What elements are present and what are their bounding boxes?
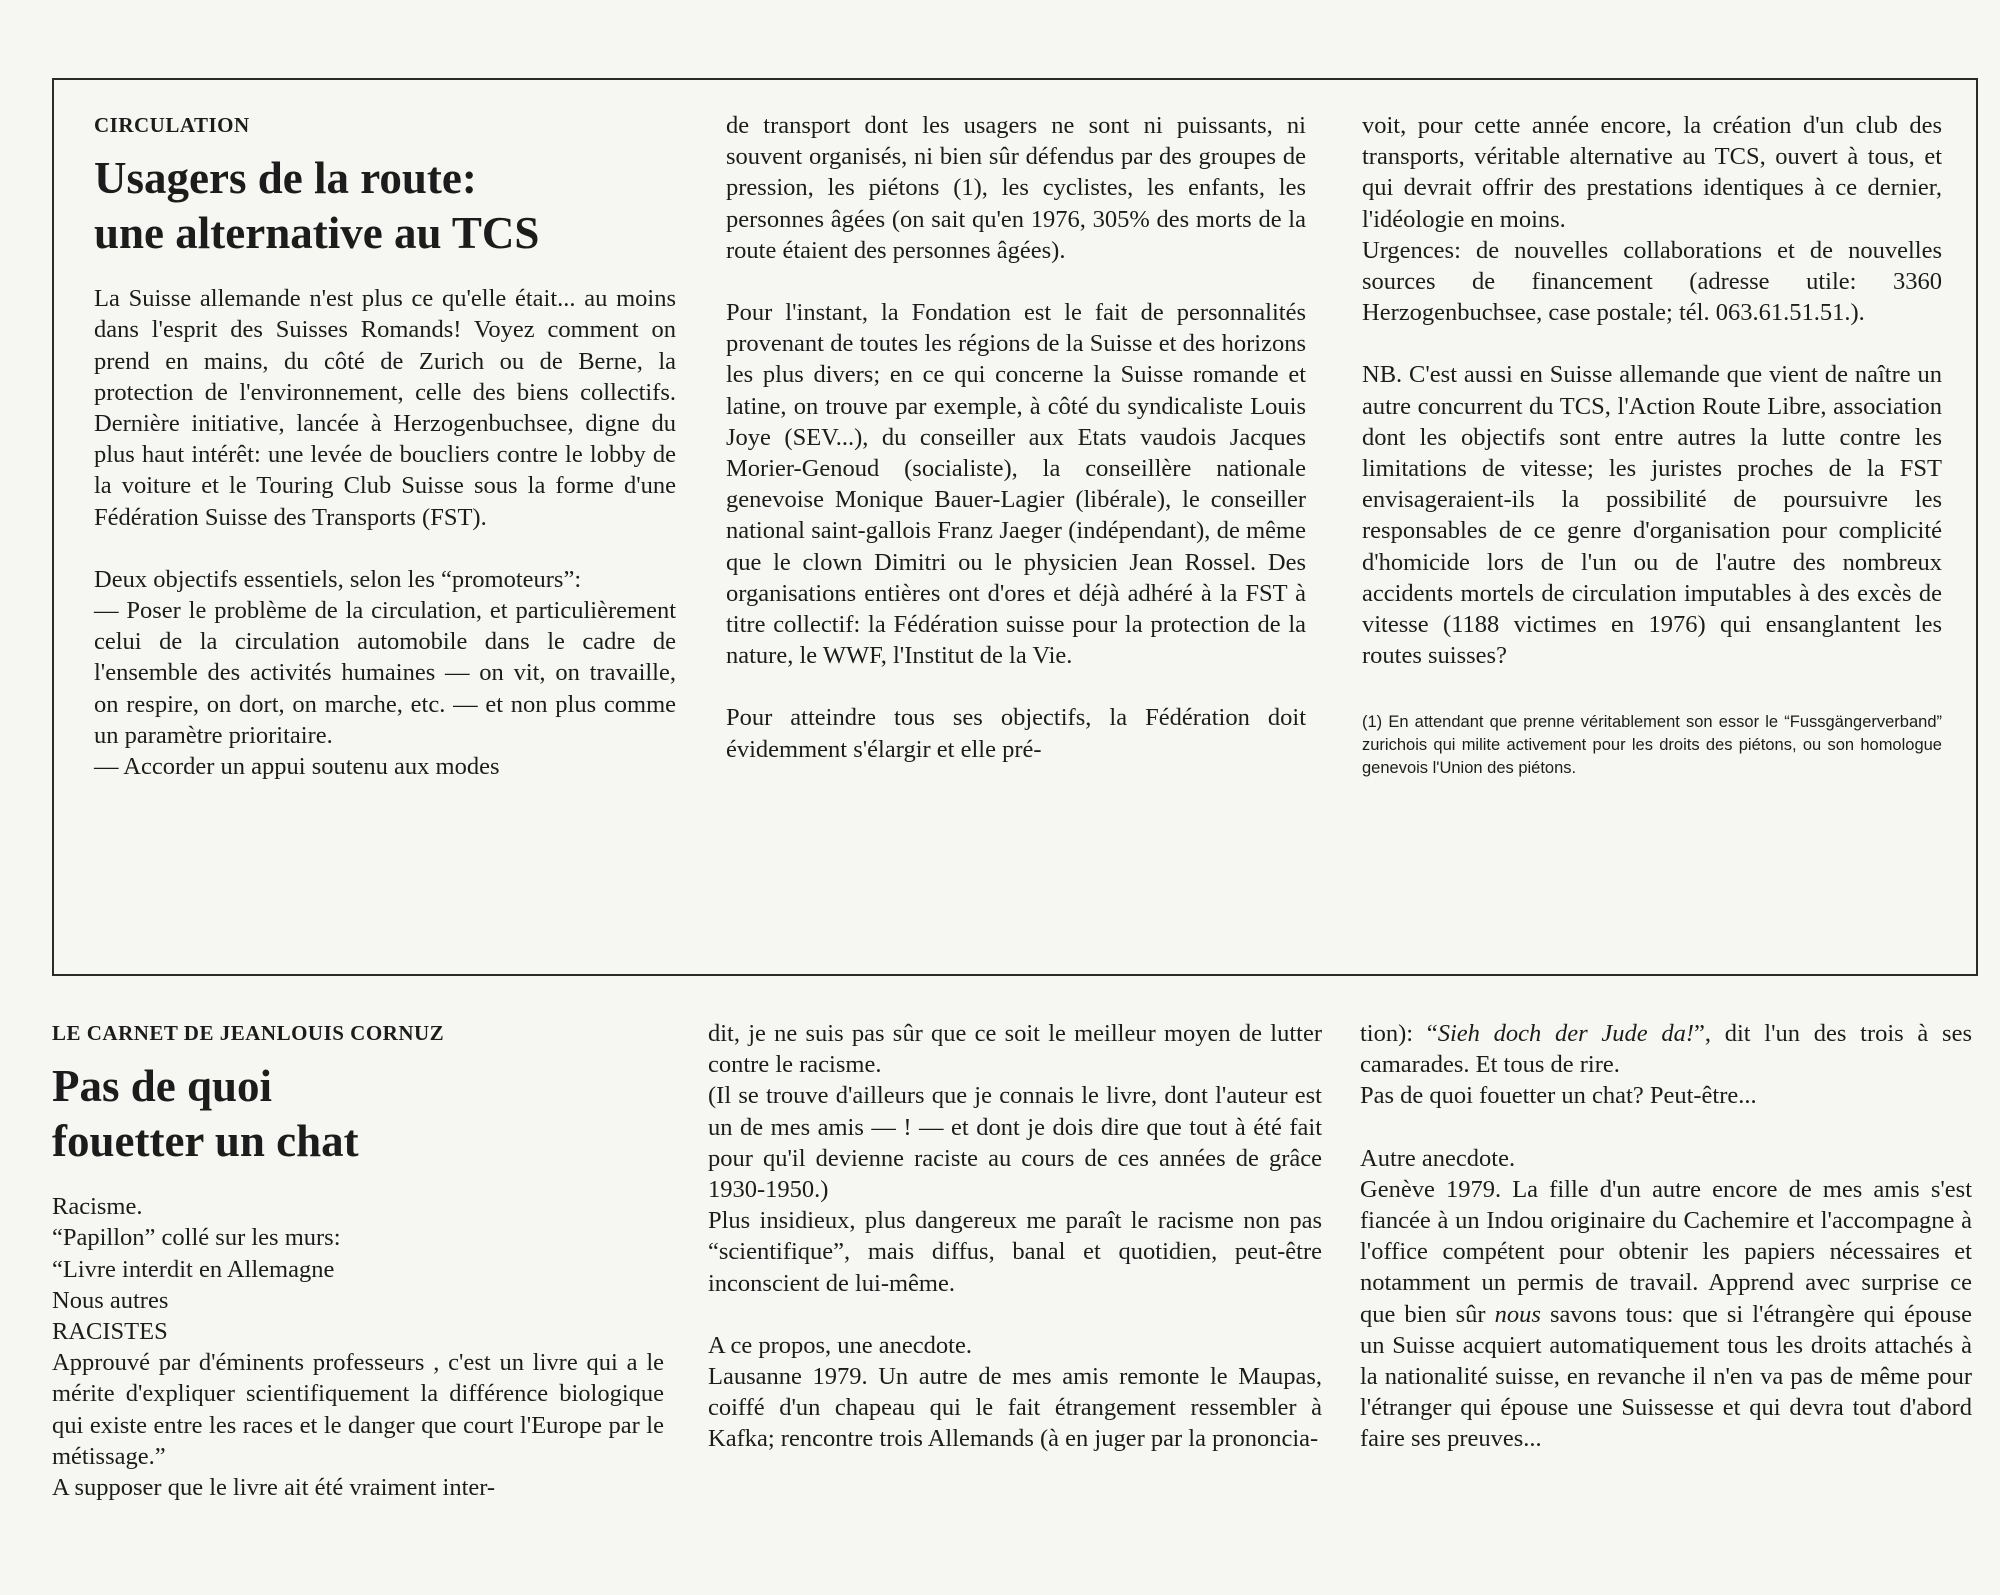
- article2-headline-line1: Pas de quoi: [52, 1061, 273, 1112]
- quote-open: tion): “: [1360, 1020, 1438, 1047]
- article2-paragraph: A ce propos, une anecdote.: [708, 1331, 972, 1359]
- article2-paragraph: dit, je ne suis pas sûr que ce soit le meilleur moyen de lutter contre le racisme.: [708, 1020, 1322, 1079]
- article1-column-2: [726, 110, 1306, 765]
- article1-headline: [94, 151, 676, 261]
- article2-paragraph: Pas de quoi fouetter un chat? Peut-être...: [1360, 1082, 1757, 1110]
- article1-paragraph: Urgences: de nouvelles collaborations et de nouvelles sources de financement (adresse utile: 3360 Herzogenbuchsee, case postale; tél. 063.61.51.51.).: [1362, 236, 1942, 327]
- anecdote-text: Genève 1979. La fille d'un autre encore de mes amis s'est fiancée à un Indou originaire du Cachemire et l'accompagne à l'office compétent pour obtenir les papiers nécessaires et notamment un permis de travail. Apprend avec surprise ce que bien sûr: [1360, 1175, 1972, 1328]
- article2-paragraph: [1360, 1174, 1972, 1455]
- article1-paragraph: Pour atteindre tous ses objectifs, la Fédération doit évidemment s'élargir et elle pré-: [726, 704, 1306, 763]
- article2-paragraph: Approuvé par d'éminents professeurs , c'est un livre qui a le mérite d'expliquer scientifiquement la différence biologique qui existe entre les races et le danger que court l'Europe par le métissage.”: [52, 1349, 664, 1470]
- article2-headline: [52, 1059, 664, 1169]
- article2-line: “Livre interdit en Allemagne: [52, 1255, 335, 1283]
- article2-line: Nous autres: [52, 1286, 169, 1314]
- article1-paragraph: voit, pour cette année encore, la création d'un club des transports, véritable alternative au TCS, ouvert à tous, et qui devrait offrir des prestations identiques à ce dernier, l'idéologie en moins.: [1362, 112, 1942, 233]
- article1-paragraph: de transport dont les usagers ne sont ni puissants, ni souvent organisés, ni bien sûr défendus par des groupes de pression, les piétons (1), les cyclistes, les enfants, les personnes âgées (on sait qu'en 1976, 305% des morts de la route étaient des personnes âgées).: [726, 112, 1306, 264]
- article2-paragraph: [1360, 1018, 1972, 1080]
- article2-paragraph: Plus insidieux, plus dangereux me paraît le racisme non pas “scientifique”, mais diffus, banal et quotidien, peut-être inconscient de lui-même.: [708, 1207, 1322, 1297]
- anecdote-text: savons tous: que si l'étrangère qui épouse un Suisse acquiert automatiquement tous les droits attachés à la nationalité suisse, en revanche il n'en va pas de même pour l'étranger qui épouse une Suissesse et qui devra tout d'abord faire ses preuves...: [1360, 1300, 1972, 1453]
- emphasis-nous: nous: [1494, 1300, 1541, 1328]
- article1-headline-line2: une alternative au TCS: [94, 208, 540, 259]
- article2-column-3: [1360, 1018, 1972, 1455]
- article1-paragraph: — Accorder un appui soutenu aux modes: [94, 753, 500, 781]
- article2-line: Racisme.: [52, 1193, 143, 1221]
- article2-paragraph: (Il se trouve d'ailleurs que je connais le livre, dont l'auteur est un de mes amis — ! — et dont je dois dire que tout à été fait pour qu'il devienne raciste au cours de ces années de grâce 1930-1950.): [708, 1082, 1322, 1204]
- article1-footnote: (1) En attendant que prenne véritablement son essor le “Fussgängerverband” zurichois qui milite activement pour les droits des piétons, ou son homologue genevois l'Union des piétons.: [1362, 713, 1942, 778]
- article1-paragraph: La Suisse allemande n'est plus ce qu'elle était... au moins dans l'esprit des Suisses Romands! Voyez comment on prend en mains, du côté de Zurich ou de Berne, la protection de l'environnement, celle des biens collectifs. Dernière initiative, lancée à Herzogenbuchsee, digne du plus haut intérêt: une levée de boucliers contre le lobby de la voiture et le Touring Club Suisse sous la forme d'une Fédération Suisse des Transports (FST).: [94, 285, 676, 531]
- article2-paragraph: A supposer que le livre ait été vraiment inter-: [52, 1474, 496, 1502]
- article1-paragraph: — Poser le problème de la circulation, et particulièrement celui de la circulation automobile dans le cadre de l'ensemble des activités humaines — on vit, on travaille, on respire, on dort, on marche, etc. — et non plus comme un paramètre prioritaire.: [94, 597, 676, 749]
- article2-headline-line2: fouetter un chat: [52, 1116, 359, 1167]
- article1-column-3: [1362, 110, 1942, 780]
- article1-paragraph: NB. C'est aussi en Suisse allemande que vient de naître un autre concurrent du TCS, l'Action Route Libre, association dont les objectifs sont entre autres la lutte contre les limitations de vitesse; les juristes proches de la FST envisageraient-ils la possibilité de poursuivre les responsables de ce genre d'organisation pour complicité d'homicide lors de l'un ou de l'autre des nombreux accidents mortels de circulation imputables à des excès de vitesse (1188 victimes en 1976) qui ensanglantent les routes suisses?: [1362, 361, 1942, 670]
- article1-paragraph: Deux objectifs essentiels, selon les “promoteurs”:: [94, 565, 582, 593]
- article1-paragraph: Pour l'instant, la Fondation est le fait de personnalités provenant de toutes les régions de la Suisse et des horizons les plus divers; en ce qui concerne la Suisse romande et latine, on trouve par exemple, à côté du syndicaliste Louis Joye (SEV...), du conseiller aux Etats vaudois Jacques Morier-Genoud (socialiste), la conseillère nationale genevoise Monique Bauer-Lagier (libérale), le conseiller national saint-gallois Franz Jaeger (indépendant), de même que le clown Dimitri ou le physicien Jean Rossel. Des organisations entières ont d'ores et déjà adhéré à la FST à titre collectif: la Fédération suisse pour la protection de la nature, le WWF, l'Institut de la Vie.: [726, 299, 1306, 670]
- article2-paragraph: Autre anecdote.: [1360, 1144, 1516, 1172]
- article2-line: “Papillon” collé sur les murs:: [52, 1224, 341, 1252]
- article2-poster-lines: [52, 1191, 664, 1347]
- article2-kicker: LE CARNET DE JEANLOUIS CORNUZ: [52, 1021, 445, 1045]
- article1-column-1: [94, 110, 676, 782]
- article2-line: RACISTES: [52, 1318, 168, 1346]
- quote-close: ”, dit l'un des trois à ses camarades. Et tous de rire.: [1360, 1020, 1972, 1079]
- article1-headline-line1: Usagers de la route:: [94, 153, 477, 204]
- german-quote: Sieh doch der Jude da!: [1437, 1020, 1694, 1047]
- article2-paragraph: Lausanne 1979. Un autre de mes amis remonte le Maupas, coiffé d'un chapeau qui le fait étrangement ressembler à Kafka; rencontre trois Allemands (à en juger par la prononcia-: [708, 1363, 1322, 1453]
- article2-column-1: [52, 1018, 664, 1503]
- article1-kicker: CIRCULATION: [94, 113, 250, 137]
- article2-column-2: [708, 1018, 1322, 1455]
